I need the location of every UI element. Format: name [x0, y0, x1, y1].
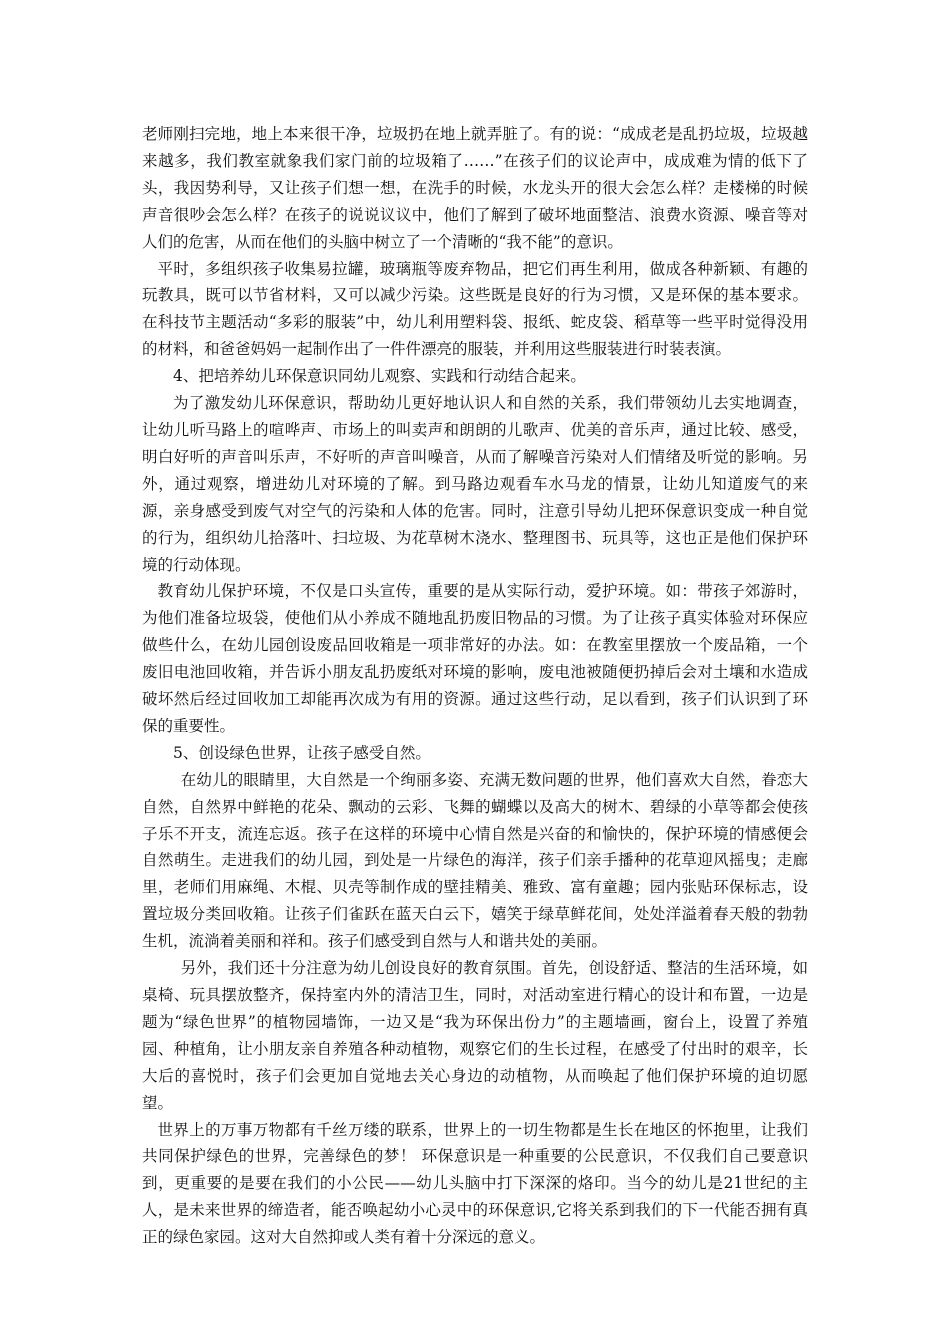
- paragraph-2: 平时，多组织孩子收集易拉罐，玻璃瓶等废弃物品，把它们再生利用，做成各种新颖、有趣的玩教具，既可以节省材料，又可以减少污染。这些既是良好的行为习惯，又是环保的基本要求。在科技节主题活动“多彩的服装”中，幼儿利用塑料袋、报纸、蛇皮袋、稻草等一些平时觉得没用的材料，和爸爸妈妈一起制作出了一件件漂亮的服装，并利用这些服装进行时装表演。: [142, 259, 808, 359]
- paragraph-3: 为了激发幼儿环保意识，帮助幼儿更好地认识人和自然的关系，我们带领幼儿去实地调查，让幼儿听马路上的喧哗声、市场上的叫卖声和朗朗的儿歌声、优美的音乐声，通过比较、感受，明白好听的声音叫乐声，不好听的声音叫噪音，从而了解噪音污染对人们情绪及听觉的影响。另外，通过观察，增进幼儿对环境的了解。到马路边观看车水马龙的情景，让幼儿知道废气的来源，亲身感受到废气对空气的污染和人体的危害。同时，注意引导幼儿把环保意识变成一种自觉的行为，组织幼儿拾落叶、扫垃圾、为花草树木浇水、整理图书、玩具等，这也正是他们保护环境的行动体现。: [142, 394, 808, 574]
- paragraph-6: 另外，我们还十分注意为幼儿创设良好的教育氛围。首先，创设舒适、整洁的生活环境，如桌椅、玩具摆放整齐，保持室内外的清洁卫生，同时，对活动室进行精心的设计和布置，一边是题为“绿色世界”的植物园墙饰，一边又是“我为环保出份力”的主题墙画，窗台上，设置了养殖园、种植角，让小朋友亲自养殖各种动植物，观察它们的生长过程，在感受了付出时的艰辛，长大后的喜悦时，孩子们会更加自觉地去关心身边的动植物，从而唤起了他们保护环境的迫切愿望。: [142, 959, 808, 1112]
- section-heading-5: 5、创设绿色世界，让孩子感受自然。: [173, 743, 431, 762]
- section-heading-4: 4、把培养幼儿环保意识同幼儿观察、实践和行动结合起来。: [173, 367, 586, 386]
- document-body: [142, 121, 808, 1251]
- paragraph-5: 在幼儿的眼睛里，大自然是一个绚丽多姿、充满无数问题的世界，他们喜欢大自然，眷恋大自然，自然界中鲜艳的花朵、飘动的云彩、飞舞的蝴蝶以及高大的树木、碧绿的小草等都会使孩子乐不开支，流连忘返。孩子在这样的环境中心情自然是兴奋的和愉快的，保护环境的情感便会自然萌生。走进我们的幼儿园，到处是一片绿色的海洋，孩子们亲手播种的花草迎风摇曳；走廊里，老师们用麻绳、木棍、贝壳等制作成的壁挂精美、雅致、富有童趣；园内张贴环保标志，设置垃圾分类回收箱。让孩子们雀跃在蓝天白云下，嬉笑于绿草鲜花间，处处洋溢着春天般的勃勃生机，流淌着美丽和祥和。孩子们感受到自然与人和谐共处的美丽。: [142, 770, 808, 951]
- paragraph-7: 世界上的万事万物都有千丝万缕的联系，世界上的一切生物都是生长在地区的怀抱里，让我们共同保护绿色的世界，完善绿色的梦！ 环保意识是一种重要的公民意识，不仅我们自己要意识到，更重要的是要在我们的小公民——幼儿头脑中打下深深的烙印。当今的幼儿是21世纪的主人，是未来世界的缔造者，能否唤起幼小心灵中的环保意识,它将关系到我们的下一代能否拥有真正的绿色家园。这对大自然抑或人类有着十分深远的意义。: [142, 1120, 808, 1247]
- paragraph-4: 教育幼儿保护环境，不仅是口头宣传，重要的是从实际行动，爱护环境。如：带孩子郊游时，为他们准备垃圾袋，使他们从小养成不随地乱扔废旧物品的习惯。为了让孩子真实体验对环保应做些什么，在幼儿园创设废品回收箱是一项非常好的办法。如：在教室里摆放一个废品箱，一个废旧电池回收箱，并告诉小朋友乱扔废纸对环境的影响，废电池被随便扔掉后会对土壤和水造成破坏然后经过回收加工却能再次成为有用的资源。通过这些行动，足以看到，孩子们认识到了环保的重要性。: [142, 582, 808, 735]
- paragraph-1: 老师刚扫完地，地上本来很干净，垃圾扔在地上就弄脏了。有的说：“成成老是乱扔垃圾，垃圾越来越多，我们教室就象我们家门前的垃圾箱了……”在孩子们的议论声中，成成难为情的低下了头，我因势利导，又让孩子们想一想，在洗手的时候，水龙头开的很大会怎么样？走楼梯的时候声音很吵会怎么样？在孩子的说说议议中，他们了解到了破坏地面整洁、浪费水资源、噪音等对人们的危害，从而在他们的头脑中树立了一个清晰的“我不能”的意识。: [142, 125, 808, 251]
